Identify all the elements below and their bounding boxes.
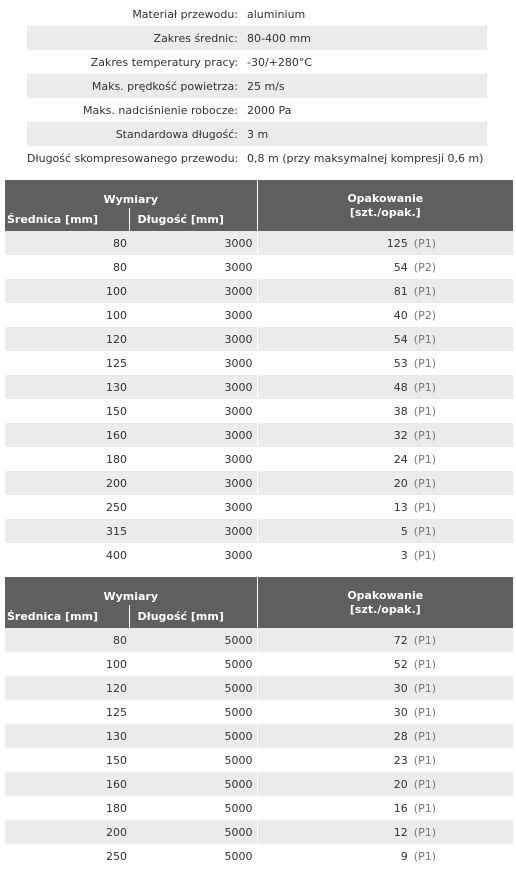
cell-diameter: 160 bbox=[5, 772, 129, 796]
packaging-quantity: 40 bbox=[393, 308, 408, 322]
spec-label: Maks. prędkość powietrza: bbox=[91, 79, 238, 93]
table-row bbox=[5, 471, 513, 495]
spec-label: Zakres średnic: bbox=[153, 31, 238, 45]
table-row bbox=[5, 279, 513, 303]
packaging-type: (P1) bbox=[413, 849, 436, 863]
header-packaging bbox=[257, 577, 513, 628]
header-packaging-line2: [szt./opak.] bbox=[349, 205, 421, 219]
table-row bbox=[5, 495, 513, 519]
cell-length: 3000 bbox=[129, 447, 257, 471]
cell-length: 5000 bbox=[129, 700, 257, 724]
table-row bbox=[5, 375, 513, 399]
cell-length: 5000 bbox=[129, 676, 257, 700]
packaging-quantity: 28 bbox=[393, 729, 408, 743]
spec-value: 0,8 m (przy maksymalnej kompresji 0,6 m) bbox=[247, 151, 484, 165]
packaging-quantity: 48 bbox=[393, 380, 408, 394]
packaging-quantity: 125 bbox=[386, 236, 408, 250]
cell-packaging bbox=[257, 543, 513, 567]
header-packaging-line2: [szt./opak.] bbox=[349, 602, 421, 616]
packaging-quantity: 81 bbox=[393, 284, 408, 298]
cell-diameter: 180 bbox=[106, 801, 127, 815]
cell-length: 3000 bbox=[129, 303, 257, 327]
packaging-quantity: 32 bbox=[393, 428, 408, 442]
packaging-quantity: 5 bbox=[400, 524, 408, 538]
table-row bbox=[5, 303, 513, 327]
spec-row bbox=[27, 74, 487, 98]
cell-packaging bbox=[257, 279, 513, 303]
packaging-quantity: 54 bbox=[393, 332, 408, 346]
packaging-type: (P1) bbox=[413, 404, 436, 418]
packaging-quantity: 72 bbox=[393, 633, 408, 647]
packaging-type: (P1) bbox=[413, 524, 436, 538]
cell-packaging bbox=[257, 327, 513, 351]
table-row bbox=[5, 724, 513, 748]
header-packaging bbox=[257, 180, 513, 231]
cell-packaging bbox=[257, 820, 513, 844]
spec-row bbox=[27, 50, 487, 74]
cell-packaging bbox=[257, 844, 513, 868]
packaging-type: (P1) bbox=[413, 380, 436, 394]
packaging-quantity: 53 bbox=[393, 356, 408, 370]
cell-diameter: 125 bbox=[106, 356, 127, 370]
spec-value: 25 m/s bbox=[247, 79, 285, 93]
table-row bbox=[5, 519, 513, 543]
cell-diameter: 315 bbox=[5, 519, 129, 543]
header-dimensions: Wymiary bbox=[5, 577, 257, 605]
cell-length: 5000 bbox=[129, 772, 257, 796]
table-row bbox=[5, 327, 513, 351]
cell-length: 3000 bbox=[129, 231, 257, 255]
dimensions-table-5000 bbox=[5, 577, 513, 868]
cell-length: 3000 bbox=[129, 351, 257, 375]
packaging-quantity: 23 bbox=[393, 753, 408, 767]
packaging-quantity: 13 bbox=[393, 500, 408, 514]
spec-row bbox=[27, 146, 487, 170]
spec-value: -30/+280°C bbox=[247, 55, 313, 69]
cell-packaging bbox=[257, 471, 513, 495]
packaging-type: (P1) bbox=[413, 825, 436, 839]
packaging-quantity: 38 bbox=[393, 404, 408, 418]
cell-packaging bbox=[257, 628, 513, 652]
cell-length: 5000 bbox=[129, 724, 257, 748]
packaging-type: (P1) bbox=[413, 753, 436, 767]
packaging-type: (P1) bbox=[413, 705, 436, 719]
spec-label: Materiał przewodu: bbox=[132, 7, 238, 21]
packaging-quantity: 16 bbox=[393, 801, 408, 815]
cell-packaging bbox=[257, 519, 513, 543]
cell-diameter: 400 bbox=[106, 548, 127, 562]
packaging-quantity: 52 bbox=[393, 657, 408, 671]
packaging-type: (P2) bbox=[413, 260, 436, 274]
cell-diameter: 100 bbox=[5, 279, 129, 303]
cell-diameter: 160 bbox=[5, 423, 129, 447]
packaging-quantity: 30 bbox=[393, 705, 408, 719]
header-packaging-line1: Opakowanie bbox=[347, 191, 424, 205]
spec-value: aluminium bbox=[247, 7, 306, 21]
cell-diameter: 150 bbox=[106, 404, 127, 418]
table-body bbox=[5, 231, 513, 567]
cell-diameter: 180 bbox=[106, 452, 127, 466]
table-row bbox=[5, 796, 513, 820]
header-length: Długość [mm] bbox=[129, 605, 257, 628]
cell-diameter: 250 bbox=[106, 849, 127, 863]
table-row bbox=[5, 820, 513, 844]
cell-diameter: 200 bbox=[5, 820, 129, 844]
cell-diameter: 125 bbox=[106, 705, 127, 719]
table-row bbox=[5, 543, 513, 567]
packaging-type: (P1) bbox=[413, 356, 436, 370]
cell-length: 3000 bbox=[129, 423, 257, 447]
cell-packaging bbox=[257, 447, 513, 471]
cell-diameter: 100 bbox=[106, 657, 127, 671]
cell-diameter: 200 bbox=[5, 471, 129, 495]
packaging-quantity: 3 bbox=[400, 548, 408, 562]
spec-value: 3 m bbox=[247, 127, 269, 141]
table-row bbox=[5, 447, 513, 471]
cell-packaging bbox=[257, 351, 513, 375]
cell-length: 3000 bbox=[129, 327, 257, 351]
table-row bbox=[5, 255, 513, 279]
table-row bbox=[5, 652, 513, 676]
cell-length: 5000 bbox=[129, 820, 257, 844]
cell-packaging bbox=[257, 255, 513, 279]
packaging-type: (P1) bbox=[413, 633, 436, 647]
table-row bbox=[5, 772, 513, 796]
packaging-type: (P1) bbox=[413, 657, 436, 671]
header-length: Długość [mm] bbox=[129, 208, 257, 231]
packaging-type: (P1) bbox=[413, 500, 436, 514]
cell-packaging bbox=[257, 423, 513, 447]
table-row bbox=[5, 399, 513, 423]
table-row bbox=[5, 844, 513, 868]
header-diameter: Średnica [mm] bbox=[5, 208, 129, 231]
cell-diameter: 130 bbox=[5, 724, 129, 748]
packaging-type: (P1) bbox=[413, 681, 436, 695]
cell-length: 5000 bbox=[129, 796, 257, 820]
packaging-quantity: 24 bbox=[393, 452, 408, 466]
cell-diameter: 100 bbox=[106, 308, 127, 322]
spec-row bbox=[27, 122, 487, 146]
spec-list bbox=[27, 2, 487, 170]
cell-packaging bbox=[257, 652, 513, 676]
table-body bbox=[5, 628, 513, 868]
packaging-type: (P1) bbox=[413, 777, 436, 791]
cell-diameter: 120 bbox=[5, 327, 129, 351]
packaging-quantity: 12 bbox=[393, 825, 408, 839]
cell-length: 3000 bbox=[129, 495, 257, 519]
packaging-type: (P1) bbox=[413, 284, 436, 298]
spec-row bbox=[27, 2, 487, 26]
packaging-type: (P1) bbox=[413, 452, 436, 466]
cell-length: 5000 bbox=[129, 844, 257, 868]
cell-packaging bbox=[257, 303, 513, 327]
cell-packaging bbox=[257, 772, 513, 796]
cell-packaging bbox=[257, 495, 513, 519]
spec-label: Długość skompresowanego przewodu: bbox=[27, 151, 239, 165]
cell-diameter: 80 bbox=[5, 231, 129, 255]
table-row bbox=[5, 676, 513, 700]
cell-packaging bbox=[257, 748, 513, 772]
cell-length: 3000 bbox=[129, 399, 257, 423]
packaging-quantity: 20 bbox=[393, 476, 408, 490]
spec-label: Standardowa długość: bbox=[115, 127, 238, 141]
cell-length: 3000 bbox=[129, 519, 257, 543]
cell-diameter: 80 bbox=[113, 260, 127, 274]
packaging-type: (P1) bbox=[413, 428, 436, 442]
spec-row bbox=[27, 98, 487, 122]
packaging-quantity: 20 bbox=[393, 777, 408, 791]
cell-length: 3000 bbox=[129, 255, 257, 279]
table-row bbox=[5, 351, 513, 375]
table-row bbox=[5, 628, 513, 652]
cell-length: 3000 bbox=[129, 543, 257, 567]
cell-length: 3000 bbox=[129, 471, 257, 495]
cell-diameter: 130 bbox=[5, 375, 129, 399]
packaging-quantity: 30 bbox=[393, 681, 408, 695]
packaging-type: (P1) bbox=[413, 236, 436, 250]
packaging-type: (P1) bbox=[413, 476, 436, 490]
spec-label: Zakres temperatury pracy: bbox=[90, 55, 238, 69]
header-packaging-line1: Opakowanie bbox=[347, 588, 424, 602]
spec-label: Maks. nadciśnienie robocze: bbox=[83, 103, 238, 117]
cell-length: 5000 bbox=[129, 628, 257, 652]
cell-length: 5000 bbox=[129, 652, 257, 676]
table-row bbox=[5, 423, 513, 447]
cell-packaging bbox=[257, 724, 513, 748]
packaging-quantity: 9 bbox=[400, 849, 408, 863]
spec-value: 80-400 mm bbox=[247, 31, 311, 45]
cell-packaging bbox=[257, 676, 513, 700]
cell-diameter: 80 bbox=[5, 628, 129, 652]
spec-row bbox=[27, 26, 487, 50]
cell-packaging bbox=[257, 399, 513, 423]
cell-diameter: 250 bbox=[106, 500, 127, 514]
cell-packaging bbox=[257, 375, 513, 399]
cell-length: 3000 bbox=[129, 375, 257, 399]
cell-diameter: 150 bbox=[106, 753, 127, 767]
cell-length: 5000 bbox=[129, 748, 257, 772]
packaging-type: (P1) bbox=[413, 548, 436, 562]
cell-packaging bbox=[257, 700, 513, 724]
header-dimensions: Wymiary bbox=[5, 180, 257, 208]
table-row bbox=[5, 700, 513, 724]
cell-packaging bbox=[257, 231, 513, 255]
packaging-type: (P2) bbox=[413, 308, 436, 322]
dimensions-table-3000 bbox=[5, 180, 513, 567]
packaging-type: (P1) bbox=[413, 729, 436, 743]
packaging-type: (P1) bbox=[413, 332, 436, 346]
table-row bbox=[5, 231, 513, 255]
packaging-quantity: 54 bbox=[393, 260, 408, 274]
spec-value: 2000 Pa bbox=[247, 103, 292, 117]
table-row bbox=[5, 748, 513, 772]
cell-length: 3000 bbox=[129, 279, 257, 303]
cell-packaging bbox=[257, 796, 513, 820]
cell-diameter: 120 bbox=[5, 676, 129, 700]
packaging-type: (P1) bbox=[413, 801, 436, 815]
header-diameter: Średnica [mm] bbox=[5, 605, 129, 628]
